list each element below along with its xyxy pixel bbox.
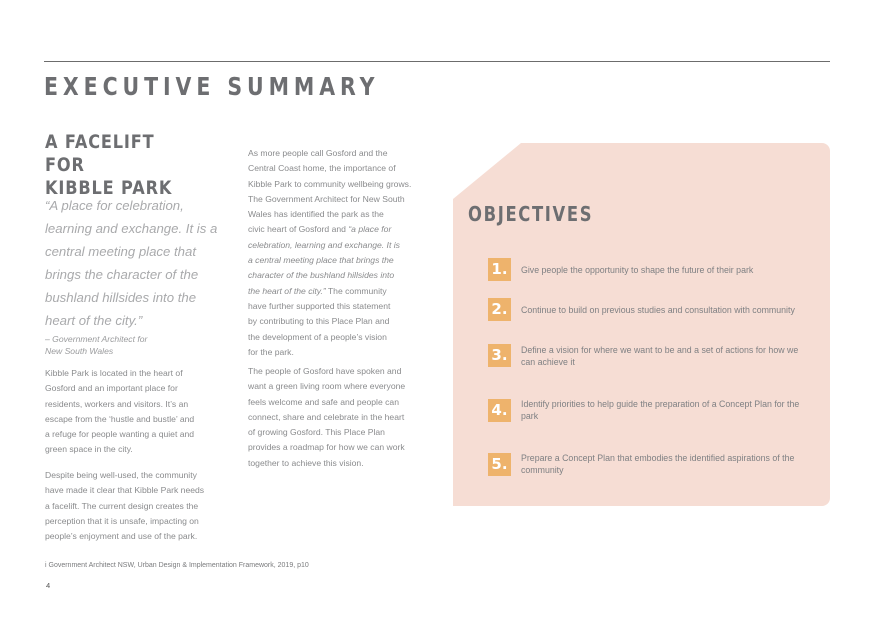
header-rule bbox=[44, 61, 830, 62]
text-line: residents, workers and visitors. It’s an bbox=[45, 398, 189, 409]
text-line: connect, share and celebrate in the heart bbox=[248, 411, 405, 422]
objective-text-2: Continue to build on previous studies and consultation with community bbox=[521, 305, 795, 315]
text-line-italic: the heart of the city.” bbox=[248, 285, 326, 296]
text-line: The Government Architect for New South bbox=[248, 193, 405, 204]
attribution-line2: New South Wales bbox=[45, 345, 114, 356]
objectives-title: OBJECTIVES bbox=[468, 202, 594, 226]
column1-paragraph1 bbox=[45, 366, 225, 458]
text-line: green space in the city. bbox=[45, 444, 133, 455]
text-line: a facelift. The current design creates the bbox=[45, 500, 199, 511]
objective-number-2: 2. bbox=[488, 298, 511, 321]
objective-text-1: Give people the opportunity to shape the future of their park bbox=[521, 265, 754, 275]
text-line: have further supported this statement bbox=[248, 300, 391, 311]
text-line: perception that it is unsafe, impacting on bbox=[45, 515, 199, 526]
text-line: Despite being well-used, the community bbox=[45, 470, 197, 480]
text-line: together to achieve this vision. bbox=[248, 457, 364, 468]
text-line: have made it clear that Kibble Park needs bbox=[45, 485, 205, 496]
text-line: civic heart of Gosford and bbox=[248, 224, 349, 235]
objective-text-3: Define a vision for where we want to be and a set of actions for how we can achieve it bbox=[521, 345, 799, 367]
objective-number-4: 4. bbox=[488, 399, 511, 422]
objective-number-3: 3. bbox=[488, 344, 511, 367]
text-line: want a green living room where everyone bbox=[248, 381, 406, 392]
text-line: Kibble Park is located in the heart of bbox=[45, 368, 183, 378]
objective-text-4: Identify priorities to help guide the preparation of a Concept Plan for the park bbox=[521, 399, 800, 421]
text-line: feels welcome and safe and people can bbox=[248, 396, 399, 407]
text-line: Central Coast home, the importance of bbox=[248, 163, 396, 174]
text-line: Wales has identified the park as the bbox=[248, 209, 384, 220]
section-title-line1: A FACELIFT FOR bbox=[45, 131, 155, 176]
text-line: the development of a people’s vision bbox=[248, 331, 387, 342]
text-line: of growing Gosford. This Place Plan bbox=[248, 427, 385, 438]
text-line: for the park. bbox=[248, 346, 294, 357]
attribution-line1: – Government Architect for bbox=[45, 334, 148, 344]
page-title: EXECUTIVE SUMMARY bbox=[44, 72, 380, 101]
column1-paragraph2 bbox=[45, 468, 225, 544]
text-line: The people of Gosford have spoken and bbox=[248, 366, 402, 376]
text-line: Kibble Park to community wellbeing grows. bbox=[248, 178, 412, 189]
footnote: i Government Architect NSW, Urban Design & Implementation Framework, 2019, p10 bbox=[45, 562, 309, 569]
section-title-line2: KIBBLE PARK bbox=[45, 177, 173, 199]
text-line: a refuge for people wanting a quiet and bbox=[45, 429, 195, 440]
text-line: provides a roadmap for how we can work bbox=[248, 442, 405, 453]
objective-text-5: Prepare a Concept Plan that embodies the identified aspirations of the community bbox=[521, 453, 795, 475]
page-number: 4 bbox=[46, 581, 51, 590]
objective-number-1: 1. bbox=[488, 258, 511, 281]
quote-attribution bbox=[45, 334, 225, 357]
text-line-italic: celebration, learning and exchange. It is bbox=[248, 239, 400, 250]
text-line: Gosford and an important place for bbox=[45, 383, 178, 394]
column2-paragraph1 bbox=[248, 146, 443, 360]
objective-number-5: 5. bbox=[488, 453, 511, 476]
text-line-italic: a central meeting place that brings the bbox=[248, 255, 394, 266]
text-line: As more people call Gosford and the bbox=[248, 148, 388, 158]
section-title bbox=[45, 131, 190, 200]
text-line: by contributing to this Place Plan and bbox=[248, 316, 390, 327]
text-line: escape from the ‘hustle and bustle’ and bbox=[45, 413, 195, 424]
text-line: The community bbox=[325, 285, 387, 296]
text-line-italic: character of the bushland hillsides into bbox=[248, 270, 395, 281]
text-line-italic: “a place for bbox=[348, 224, 392, 235]
pull-quote: “A place for celebration, learning and exchange. It is a central meeting place that brings the character of the bushland hillsides into the heart of the city.” bbox=[45, 198, 218, 329]
column2-paragraph2 bbox=[248, 364, 443, 471]
text-line: people’s enjoyment and use of the park. bbox=[45, 531, 198, 542]
